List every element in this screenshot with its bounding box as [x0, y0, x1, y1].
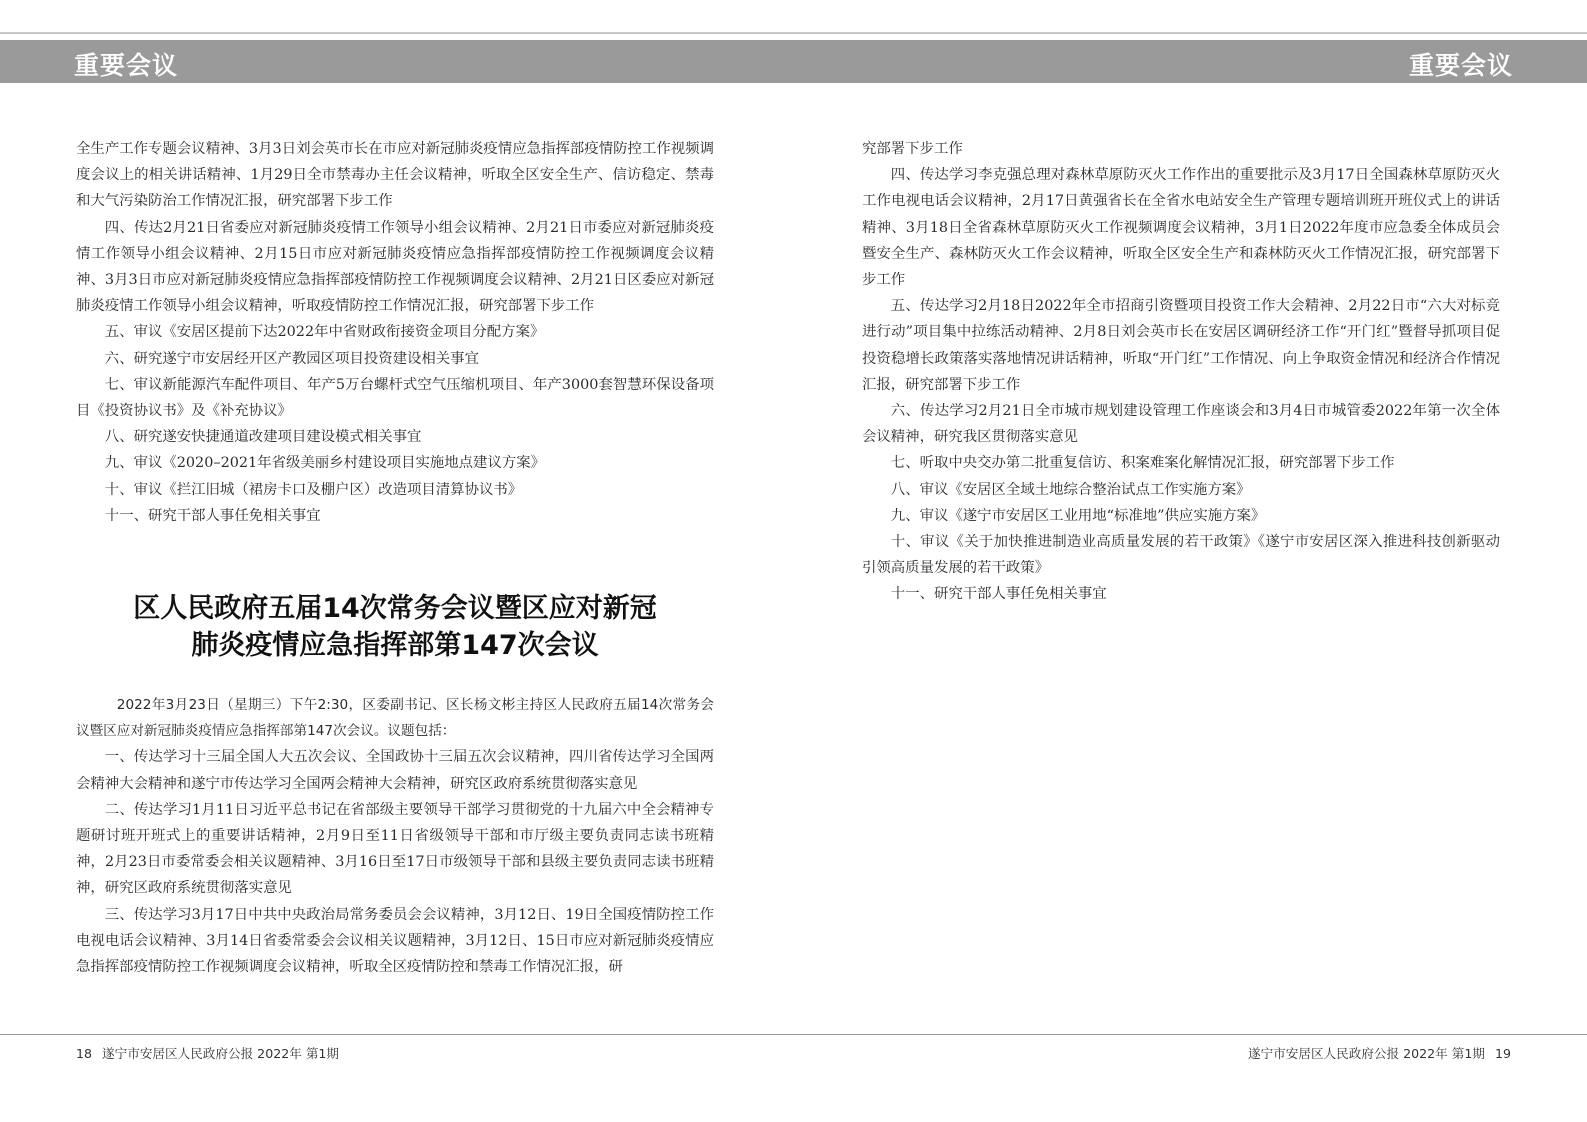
agenda-item-11: 十一、研究干部人事任免相关事宜	[104, 507, 321, 524]
meeting-item-4: 四、传达学习李克强总理对森林草原防灭火工作作出的重要批示及3月17日全国森林草原防灭火工作电视电话会议精神，2月17日黄强省长在全省水电站安全生产管理专题培训班开班仪式上的讲话精神、3月18日全省森林草原防灭火工作视频调度会议精神，3月1日2022年度市应急委全体成员会暨安全生产、森林防灭火工作会议精神，听取全区安全生产和森林防灭火工作情况汇报，研究部署下步工作	[862, 167, 1500, 289]
meeting-item-5: 五、传达学习2月18日2022年全市招商引资暨项目投资工作大会精神、2月22日市“六大对标竞进行动”项目集中拉练活动精神、2月8日刘会英市长在安居区调研经济工作“开门红”暨督导抓项目促投资稳增长政策落实落地情况讲话精神，听取“开门红”工作情况、向上争取资金情况和经济合作情况汇报，研究部署下步工作	[862, 298, 1500, 393]
meeting-item-7: 七、听取中央交办第二批重复信访、积案难案化解情况汇报，研究部署下步工作	[890, 455, 1395, 472]
continued-paragraph: 全生产工作专题会议精神、3月3日刘会英市长在市应对新冠肺炎疫情应急指挥部疫情防控工作视频调度会议上的相关讲话精神、1月29日全市禁毒办主任会议精神，听取全区安全生产、信访稳定、禁毒和大气污染防治工作情况汇报，研究部署下步工作	[76, 141, 714, 210]
section-header-bar	[0, 40, 1587, 83]
page-number-left: 18	[76, 1046, 93, 1061]
meeting-body	[76, 692, 714, 980]
meeting-item-6: 六、传达学习2月21日全市城市规划建设管理工作座谈会和3月4日市城管委2022年第一次全体会议精神，研究我区贯彻落实意见	[862, 403, 1500, 446]
meeting-title-line-1: 区人民政府五届14次常务会议暨区应对新冠	[133, 593, 657, 624]
footer-rule	[0, 1034, 1587, 1035]
meeting-item-9: 九、审议《遂宁市安居区工业用地“标准地”供应实施方案》	[890, 507, 1266, 524]
meeting-item-10: 十、审议《关于加快推进制造业高质量发展的若干政策》《遂宁市安居区深入推进科技创新驱动引领高质量发展的若干政策》	[862, 534, 1500, 577]
footer-left	[76, 1043, 345, 1062]
right-page-column	[862, 136, 1500, 608]
footer-right	[1242, 1043, 1511, 1062]
agenda-item-7: 七、审议新能源汽车配件项目、年产5万台螺杆式空气压缩机项目、年产3000套智慧环保设备项目《投资协议书》及《补充协议》	[76, 376, 714, 420]
top-rule	[0, 32, 1587, 34]
page-number-right: 19	[1494, 1046, 1511, 1061]
meeting-item-3: 三、传达学习3月17日中共中央政治局常务委员会会议精神，3月12日、19日全国疫情防控工作电视电话会议精神、3月14日省委常委会会议相关议题精神，3月12日、15日市应对新冠肺炎疫情应急指挥部疫情防控工作视频调度会议精神，听取全区疫情防控和禁毒工作情况汇报，研	[76, 906, 714, 976]
publication-name-left: 遂宁市安居区人民政府公报 2022年 第1期	[102, 1046, 340, 1061]
publication-name-right: 遂宁市安居区人民政府公报 2022年 第1期	[1247, 1046, 1485, 1061]
meeting-item-8: 八、审议《安居区全域土地综合整治试点工作实施方案》	[890, 481, 1251, 498]
meeting-item-2: 二、传达学习1月11日习近平总书记在省部级主要领导干部学习贯彻党的十九届六中全会精神专题研讨班开班式上的重要讲话精神，2月9日至11日省级领导干部和市厅级主要负责同志读书班精神，2月23日市委常委会相关议题精神、3月16日至17日市级领导干部和县级主要负责同志读书班精神，研究区政府系统贯彻落实意见	[76, 801, 714, 897]
section-title-right: 重要会议	[1408, 51, 1513, 80]
meeting-item-1: 一、传达学习十三届全国人大五次会议、全国政协十三届五次会议精神，四川省传达学习全国两会精神大会精神和遂宁市传达学习全国两会精神大会精神，研究区政府系统贯彻落实意见	[76, 749, 714, 792]
agenda-item-8: 八、研究遂安快捷通道改建项目建设模式相关事宜	[104, 429, 422, 446]
meeting-title-line-2: 肺炎疫情应急指挥部第147次会议	[191, 630, 599, 661]
meeting-title	[76, 590, 714, 664]
agenda-item-5: 五、审议《安居区提前下达2022年中省财政衔接资金项目分配方案》	[104, 324, 545, 341]
agenda-item-4: 四、传达2月21日省委应对新冠肺炎疫情工作领导小组会议精神、2月21日市委应对新冠肺炎疫情工作领导小组会议精神、2月15日市应对新冠肺炎疫情应急指挥部疫情防控工作视频调度会议精神、3月3日市应对新冠肺炎疫情应急指挥部疫情防控工作视频调度会议精神、2月21日区委应对新冠肺炎疫情工作领导小组会议精神，听取疫情防控工作情况汇报，研究部署下步工作	[76, 219, 714, 315]
agenda-item-6: 六、研究遂宁市安居经开区产教园区项目投资建设相关事宜	[104, 350, 479, 367]
meeting-item-11: 十一、研究干部人事任免相关事宜	[890, 586, 1107, 603]
left-page-column	[76, 136, 714, 529]
agenda-item-10: 十、审议《拦江旧城（裙房卡口及棚户区）改造项目清算协议书》	[104, 481, 523, 498]
meeting-intro: 2022年3月23日（星期三）下午2:30，区委副书记、区长杨文彬主持区人民政府五届14次常务会议暨区应对新冠肺炎疫情应急指挥部第147次会议。议题包括：	[76, 697, 714, 740]
section-title-left: 重要会议	[74, 51, 179, 80]
agenda-item-9: 九、审议《2020–2021年省级美丽乡村建设项目实施地点建议方案》	[104, 455, 546, 472]
continuation-text: 究部署下步工作	[862, 141, 963, 157]
